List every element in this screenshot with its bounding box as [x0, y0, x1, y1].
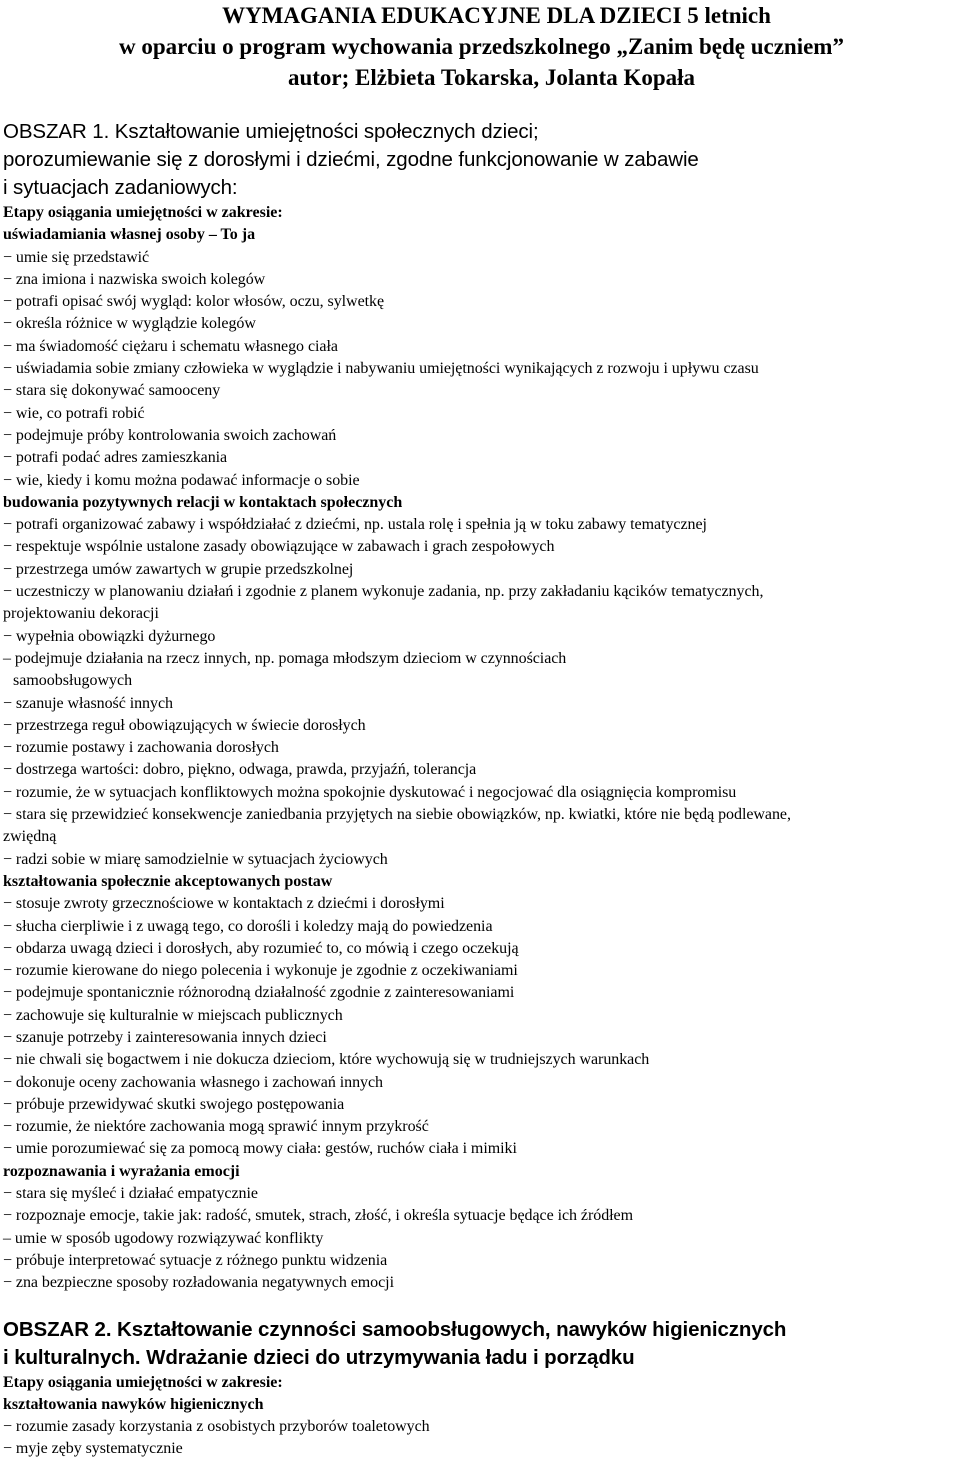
list-item: − stara się przewidzieć konsekwencje zaniedbania przyjętych na siebie obowiązków, np. kwiatki, które nie będą podlewane, [3, 806, 791, 824]
list-item: − słucha cierpliwie i z uwagą tego, co dorośli i koledzy mają do powiedzenia [3, 917, 493, 935]
list-item: − stara się dokonywać samooceny [3, 382, 221, 400]
section-heading: uświadamiania własnej osoby – To ja [3, 226, 256, 244]
list-item: − rozumie, że w sytuacjach konfliktowych można spokojnie dyskutować i negocjować dla osiągnięcia kompromisu [3, 783, 737, 801]
list-item: − umie się przedstawić [3, 248, 150, 266]
list-item: − nie chwali się bogactwem i nie dokucza dzieciom, które wychowują się w trudniejszych warunkach [3, 1051, 650, 1069]
document-title [3, 0, 960, 93]
area-2-heading-line-1: OBSZAR 2. Kształtowanie czynności samoobsługowych, nawyków higienicznych [3, 1317, 787, 1341]
area-2-stage-label: Etapy osiągania umiejętności w zakresie: [3, 1373, 283, 1391]
list-item-continuation: zwiędną [3, 828, 57, 846]
skill-list [3, 893, 960, 1161]
section-social-attitudes [3, 871, 960, 1161]
list-item: − podejmuje próby kontrolowania swoich zachowań [3, 426, 337, 444]
list-item: − wie, co potrafi robić [3, 404, 145, 422]
list-item: − próbuje przewidywać skutki swojego postępowania [3, 1095, 345, 1113]
list-item: − zachowuje się kulturalnie w miejscach publicznych [3, 1006, 343, 1024]
list-item: − uczestniczy w planowaniu działań i zgodnie z planem wykonuje zadania, np. przy zakładaniu kącików tematycznych, [3, 583, 764, 601]
list-item: − przestrzega reguł obowiązujących w świecie dorosłych [3, 716, 366, 734]
area-1-heading [3, 118, 960, 202]
list-item: − szanuje własność innych [3, 694, 173, 712]
title-line-2: w oparciu o program wychowania przedszkolnego „Zanim będę uczniem” [119, 34, 844, 59]
area-1-heading-line-2: porozumiewanie się z dorosłymi i dziećmi, zgodne funkcjonowanie w zabawie [3, 148, 699, 171]
section-hygiene-habits [3, 1394, 960, 1461]
skill-list [3, 1416, 960, 1461]
section-positive-relations [3, 492, 960, 871]
list-item: − umie porozumiewać się za pomocą mowy ciała: gestów, ruchów ciała i mimiki [3, 1140, 517, 1158]
list-item-continuation: samoobsługowych [13, 672, 133, 690]
list-item: − uświadamia sobie zmiany człowieka w wyglądzie i nabywaniu umiejętności wynikających z rozwoju i upływu czasu [3, 360, 759, 378]
list-item: − potrafi podać adres zamieszkania [3, 449, 228, 467]
list-item: − obdarza uwagą dzieci i dorosłych, aby rozumieć to, co mówią i czego oczekują [3, 939, 519, 957]
list-item: − wie, kiedy i komu można podawać informacje o sobie [3, 471, 360, 489]
list-item: − rozpoznaje emocje, takie jak: radość, smutek, strach, złość, i określa sytuacje będące ich źródłem [3, 1207, 633, 1225]
area-1-heading-line-3: i sytuacjach zadaniowych: [3, 176, 238, 199]
area-1-heading-line-1: OBSZAR 1. Kształtowanie umiejętności społecznych dzieci; [3, 120, 539, 143]
skill-list [3, 514, 960, 871]
area-2-heading-line-2: i kulturalnych. Wdrażanie dzieci do utrzymywania ładu i porządku [3, 1345, 635, 1369]
skill-list [3, 247, 960, 492]
title-line-1: WYMAGANIA EDUKACYJNE DLA DZIECI 5 letnich [222, 3, 771, 28]
section-heading: budowania pozytywnych relacji w kontaktach społecznych [3, 493, 403, 511]
list-item: − próbuje interpretować sytuacje z różnego punktu widzenia [3, 1251, 388, 1269]
section-self-awareness [3, 224, 960, 492]
list-item: − dostrzega wartości: dobro, piękno, odwaga, prawda, przyjaźń, tolerancja [3, 761, 477, 779]
title-line-3: autor; Elżbieta Tokarska, Jolanta Kopała [287, 65, 696, 90]
section-heading: kształtowania społecznie akceptowanych postaw [3, 872, 333, 890]
skill-list [3, 1183, 960, 1294]
list-item: − wypełnia obowiązki dyżurnego [3, 627, 216, 645]
list-item-continuation: projektowaniu dekoracji [3, 605, 159, 623]
list-item: − stosuje zwroty grzecznościowe w kontaktach z dziećmi i dorosłymi [3, 895, 445, 913]
list-item: − myje zęby systematycznie [3, 1440, 183, 1458]
list-item: – umie w sposób ugodowy rozwiązywać konflikty [3, 1229, 324, 1247]
list-item: − respektuje wspólnie ustalone zasady obowiązujące w zabawach i grach zespołowych [3, 538, 555, 556]
area-1-stage-label: Etapy osiągania umiejętności w zakresie: [3, 204, 283, 221]
list-item: − radzi sobie w miarę samodzielnie w sytuacjach życiowych [3, 850, 388, 868]
list-item: − rozumie zasady korzystania z osobistych przyborów toaletowych [3, 1418, 430, 1436]
list-item: − dokonuje oceny zachowania własnego i zachowań innych [3, 1073, 383, 1091]
list-item: − zna bezpieczne sposoby rozładowania negatywnych emocji [3, 1274, 394, 1292]
list-item: − określa różnice w wyglądzie kolegów [3, 315, 256, 333]
list-item: – podejmuje działania na rzecz innych, np. pomaga młodszym dzieciom w czynnościach [3, 649, 567, 667]
section-emotions [3, 1161, 960, 1295]
list-item: − rozumie, że niektóre zachowania mogą sprawić innym przykrość [3, 1118, 429, 1136]
list-item: − zna imiona i nazwiska swoich kolegów [3, 270, 266, 288]
list-item: − rozumie kierowane do niego polecenia i wykonuje je zgodnie z oczekiwaniami [3, 962, 518, 980]
list-item: − ma świadomość ciężaru i schematu własnego ciała [3, 337, 338, 355]
section-heading: rozpoznawania i wyrażania emocji [3, 1162, 240, 1180]
section-heading: kształtowania nawyków higienicznych [3, 1395, 264, 1413]
list-item: − rozumie postawy i zachowania dorosłych [3, 739, 279, 757]
area-2-heading [3, 1316, 960, 1372]
list-item: − szanuje potrzeby i zainteresowania innych dzieci [3, 1028, 327, 1046]
list-item: − potrafi opisać swój wygląd: kolor włosów, oczu, sylwetkę [3, 293, 385, 311]
list-item: − podejmuje spontanicznie różnorodną działalność zgodnie z zainteresowaniami [3, 984, 515, 1002]
list-item: − stara się myśleć i działać empatycznie [3, 1185, 258, 1203]
list-item: − potrafi organizować zabawy i współdziałać z dziećmi, np. ustala rolę i spełnia ją w toku zabawy tematycznej [3, 516, 707, 534]
list-item: − przestrzega umów zawartych w grupie przedszkolnej [3, 560, 354, 578]
